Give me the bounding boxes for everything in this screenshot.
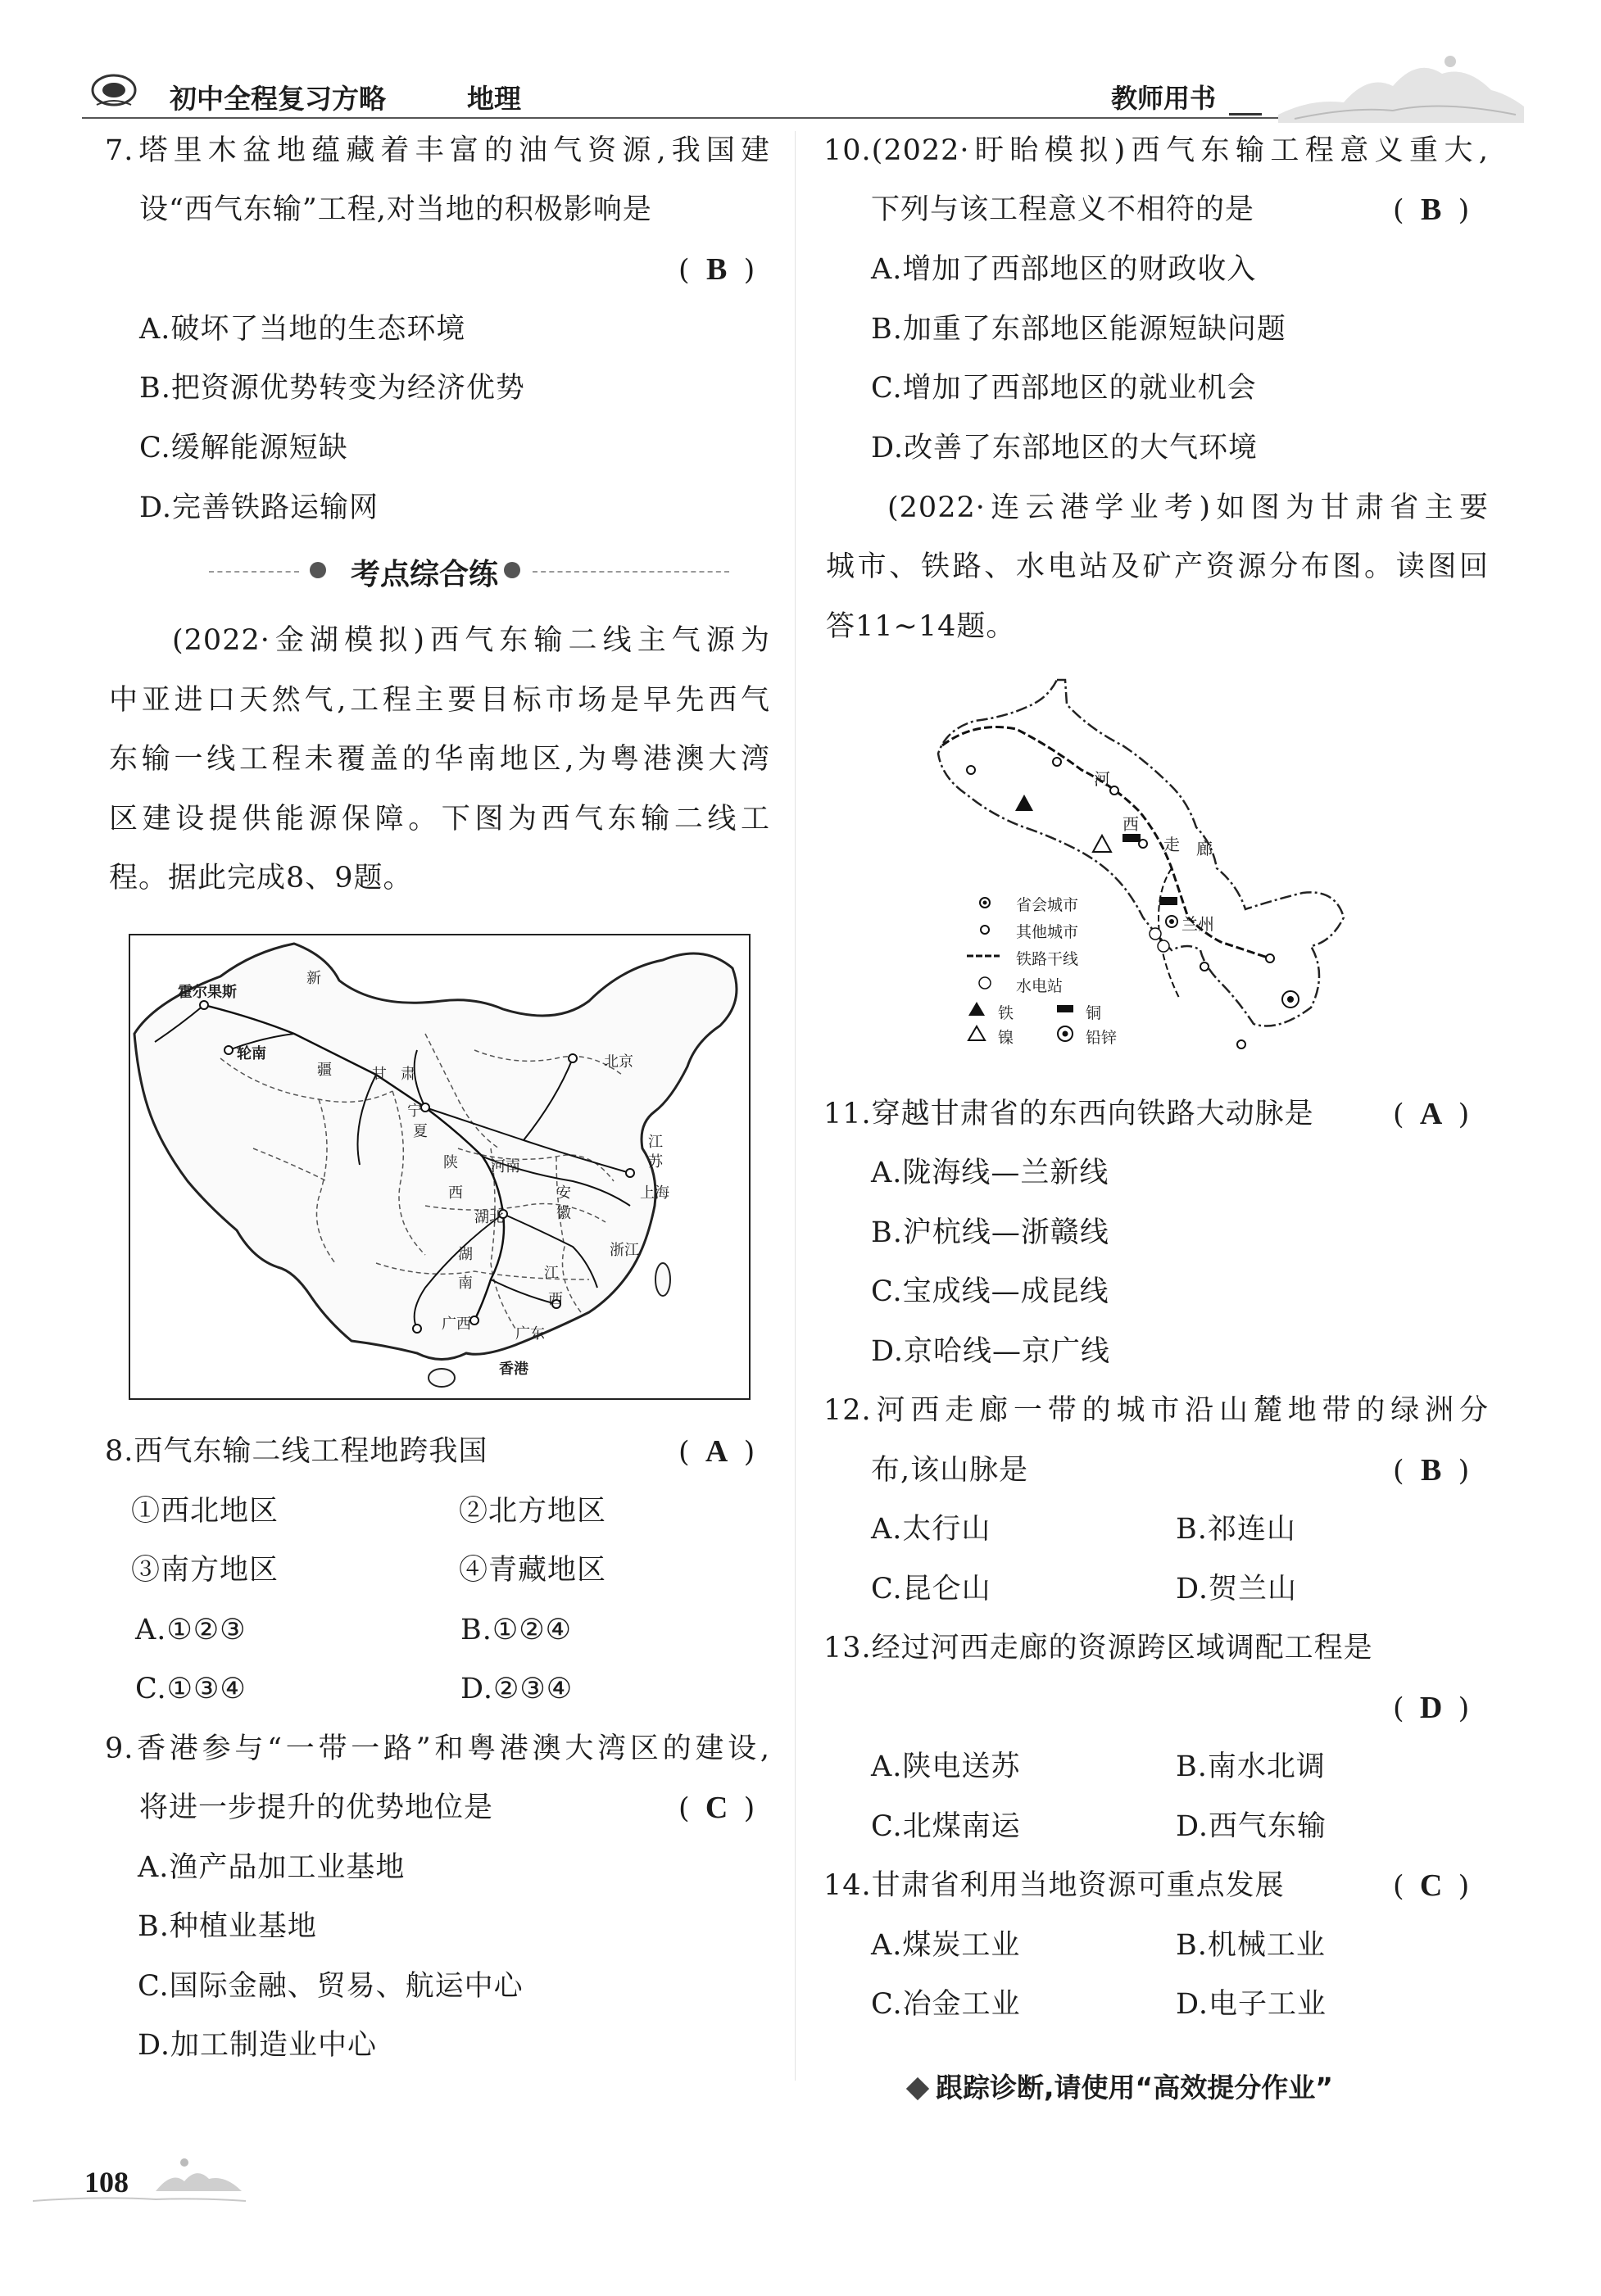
q10-answer-bracket: ( B )	[1393, 192, 1470, 227]
map-label-zhejiang: 浙江	[610, 1242, 639, 1259]
tracking-note-text: 跟踪诊断,请使用“高效提分作业”	[936, 2072, 1333, 2104]
legend-nickel: 镍	[998, 1029, 1014, 1047]
q9-answer: C	[705, 1791, 728, 1825]
q10-answer: B	[1420, 192, 1442, 227]
header-rule	[82, 117, 1278, 119]
q12-stem-line1: 12.河西走廊一带的城市沿山麓地带的绿洲分	[823, 1394, 1489, 1427]
q7-option-b: B.把资源优势转变为经济优势	[139, 372, 525, 405]
map-label-an: 安	[556, 1184, 571, 1202]
q8-item-4: ④青藏地区	[459, 1554, 607, 1587]
q11-answer-bracket: ( A )	[1393, 1097, 1470, 1131]
legend-iron: 铁	[998, 1004, 1014, 1022]
map-label-gan: 甘	[372, 1066, 387, 1083]
map-label-jiang: 江	[648, 1134, 663, 1151]
map-label-guangxi: 广西	[442, 1316, 471, 1333]
legend-hydropower: 水电站	[1016, 977, 1064, 995]
legend-railway: 铁路干线	[1016, 950, 1079, 968]
passage1-line: 东输一线工程未覆盖的华南地区,为粤港澳大湾	[109, 743, 770, 776]
map-label-su2: 苏	[648, 1153, 663, 1171]
q14-answer-bracket: ( C )	[1393, 1868, 1470, 1903]
passage2-line: (2022·连云港学业考)如图为甘肃省主要	[887, 491, 1489, 524]
legend-lead-zinc: 铅锌	[1086, 1029, 1118, 1047]
section-rule-left	[209, 571, 299, 573]
q10-stem-line1: 10.(2022·盱眙模拟)西气东输工程意义重大,	[823, 134, 1489, 167]
map-label-guangdong: 广东	[515, 1325, 545, 1343]
q7-stem-line2: 设“西气东输”工程,对当地的积极影响是	[139, 193, 652, 226]
page-number: 108	[84, 2166, 129, 2199]
china-pipeline-map	[129, 934, 751, 1400]
gansu-resource-map	[926, 672, 1385, 1065]
section-rule-right	[533, 571, 729, 573]
q13-option-b: B.南水北调	[1176, 1750, 1326, 1783]
teacher-edition-label: 教师用书	[1111, 83, 1217, 114]
map-label-lunnan: 轮南	[237, 1045, 266, 1062]
map-label-xianggang: 香港	[499, 1361, 528, 1378]
q8-item-3: ③南方地区	[131, 1554, 279, 1587]
q13-answer-bracket: ( D )	[1393, 1691, 1470, 1725]
q10-option-b: B.加重了东部地区能源短缺问题	[871, 313, 1286, 346]
gansu-label-lang: 廊	[1196, 839, 1213, 858]
q8-item-1: ①西北地区	[131, 1495, 279, 1528]
q10-option-a: A.增加了西部地区的财政收入	[871, 253, 1257, 286]
q11-option-c: C.宝成线—成昆线	[871, 1275, 1109, 1308]
map-label-huoerguosi: 霍尔果斯	[178, 984, 237, 1001]
legend-copper: 铜	[1086, 1004, 1102, 1022]
q7-option-c: C.缓解能源短缺	[139, 432, 348, 464]
q8-item-2: ②北方地区	[459, 1495, 607, 1528]
q11-option-b: B.沪杭线—浙赣线	[871, 1216, 1109, 1249]
map-label-su: 肃	[401, 1066, 415, 1083]
map-label-shanghai: 上海	[640, 1184, 669, 1202]
q13-option-d: D.西气东输	[1176, 1810, 1327, 1843]
legend-other-city: 其他城市	[1016, 923, 1079, 941]
q7-option-a: A.破坏了当地的生态环境	[139, 313, 466, 346]
q9-option-b: B.种植业基地	[138, 1910, 317, 1943]
logo-icon	[90, 72, 138, 111]
q8-option-c: C.①③④	[135, 1673, 247, 1705]
q8-stem: 8.西气东输二线工程地跨我国	[105, 1435, 488, 1468]
q9-stem-line1: 9.香港参与“一带一路”和粤港澳大湾区的建设,	[105, 1732, 770, 1765]
passage1-line: (2022·金湖模拟)西气东输二线主气源为	[172, 624, 770, 657]
q12-stem-line2: 布,该山脉是	[871, 1454, 1029, 1487]
q9-option-c: C.国际金融、贸易、航运中心	[138, 1970, 524, 2003]
q12-option-d: D.贺兰山	[1176, 1573, 1297, 1605]
q13-answer: D	[1419, 1691, 1443, 1725]
section-bullet-icon	[504, 562, 520, 578]
gansu-label-lanzhou: 兰州	[1181, 914, 1214, 934]
q11-option-d: D.京哈线—京广线	[871, 1335, 1110, 1368]
q14-option-c: C.冶金工业	[871, 1988, 1021, 2021]
q8-option-d: D.②③④	[460, 1673, 574, 1705]
gansu-label-he: 河	[1094, 769, 1110, 789]
map-label-xin: 新	[306, 970, 321, 987]
header-rule-accent	[1229, 113, 1262, 115]
q9-option-d: D.加工制造业中心	[138, 2029, 377, 2062]
mountain-decoration-icon	[1278, 49, 1524, 123]
map-label-beijing: 北京	[604, 1053, 633, 1071]
q14-option-a: A.煤炭工业	[871, 1929, 1021, 1962]
q7-answer-bracket: ( B )	[678, 252, 755, 287]
q8-answer-bracket: ( A )	[678, 1434, 755, 1469]
q8-option-b: B.①②④	[460, 1614, 572, 1646]
map-label-hui: 徽	[556, 1205, 571, 1222]
footer-mountain-decoration-icon	[33, 2142, 246, 2208]
gansu-label-xi: 西	[1123, 814, 1139, 834]
q14-option-b: B.机械工业	[1176, 1929, 1326, 1962]
q9-option-a: A.渔产品加工业基地	[138, 1851, 406, 1884]
q10-option-d: D.改善了东部地区的大气环境	[871, 432, 1258, 464]
diamond-bullet-icon	[906, 2077, 929, 2100]
q13-option-c: C.北煤南运	[871, 1810, 1021, 1843]
map-label-jiangxi-2: 西	[548, 1291, 563, 1308]
q14-answer: C	[1419, 1868, 1443, 1903]
q11-option-a: A.陇海线—兰新线	[871, 1157, 1109, 1189]
passage1-line: 中亚进口天然气,工程主要目标市场是早先西气	[109, 684, 770, 717]
q12-option-c: C.昆仑山	[871, 1573, 991, 1605]
map-label-henan: 河南	[491, 1158, 520, 1175]
passage1-line: 区建设提供能源保障。下图为西气东输二线工	[109, 803, 770, 836]
map-label-hu: 湖	[458, 1246, 473, 1263]
q14-option-d: D.电子工业	[1176, 1988, 1327, 2021]
gansu-map-graphic	[926, 672, 1385, 1065]
q13-option-a: A.陕电送苏	[871, 1750, 1021, 1783]
q7-option-d: D.完善铁路运输网	[139, 491, 379, 524]
q13-stem: 13.经过河西走廊的资源跨区域调配工程是	[823, 1632, 1373, 1664]
q7-answer: B	[705, 252, 728, 287]
q12-option-a: A.太行山	[871, 1513, 991, 1546]
q8-answer: A	[705, 1434, 728, 1469]
passage2-line: 城市、铁路、水电站及矿产资源分布图。读图回	[826, 550, 1489, 583]
map-label-hubei: 湖北	[474, 1209, 504, 1226]
map-label-jiangxi-1: 江	[544, 1265, 559, 1282]
passage2-line: 答11~14题。	[826, 610, 1016, 643]
map-label-xia: 夏	[413, 1123, 428, 1140]
map-label-ning: 宁	[407, 1103, 422, 1120]
section-bullet-icon	[310, 562, 326, 578]
q12-answer-bracket: ( B )	[1393, 1453, 1470, 1488]
q10-option-c: C.增加了西部地区的就业机会	[871, 372, 1257, 405]
q12-option-b: B.祁连山	[1176, 1513, 1296, 1546]
book-title: 初中全程复习方略	[170, 83, 386, 115]
q8-option-a: A.①②③	[135, 1614, 247, 1646]
passage1-line: 程。据此完成8、9题。	[109, 862, 413, 894]
gansu-label-zou: 走	[1163, 835, 1180, 854]
subject-label: 地理	[467, 83, 521, 115]
q14-stem: 14.甘肃省利用当地资源可重点发展	[823, 1869, 1285, 1902]
map-label-nan: 南	[458, 1275, 473, 1292]
map-label-xi: 西	[448, 1184, 463, 1202]
q11-stem: 11.穿越甘肃省的东西向铁路大动脉是	[823, 1098, 1314, 1130]
map-label-jiang-xj: 疆	[317, 1062, 332, 1079]
legend-provincial-capital: 省会城市	[1016, 896, 1079, 914]
map-label-shan: 陕	[443, 1154, 458, 1171]
q10-stem-line2: 下列与该工程意义不相符的是	[871, 193, 1255, 226]
section-title: 考点综合练	[351, 558, 499, 591]
q9-stem-line2: 将进一步提升的优势地位是	[139, 1791, 494, 1824]
q7-stem-line1: 7.塔里木盆地蕴藏着丰富的油气资源,我国建	[105, 134, 770, 167]
q12-answer: B	[1420, 1453, 1442, 1488]
q11-answer: A	[1419, 1097, 1443, 1131]
q9-answer-bracket: ( C )	[678, 1791, 755, 1825]
column-divider	[795, 131, 796, 2081]
